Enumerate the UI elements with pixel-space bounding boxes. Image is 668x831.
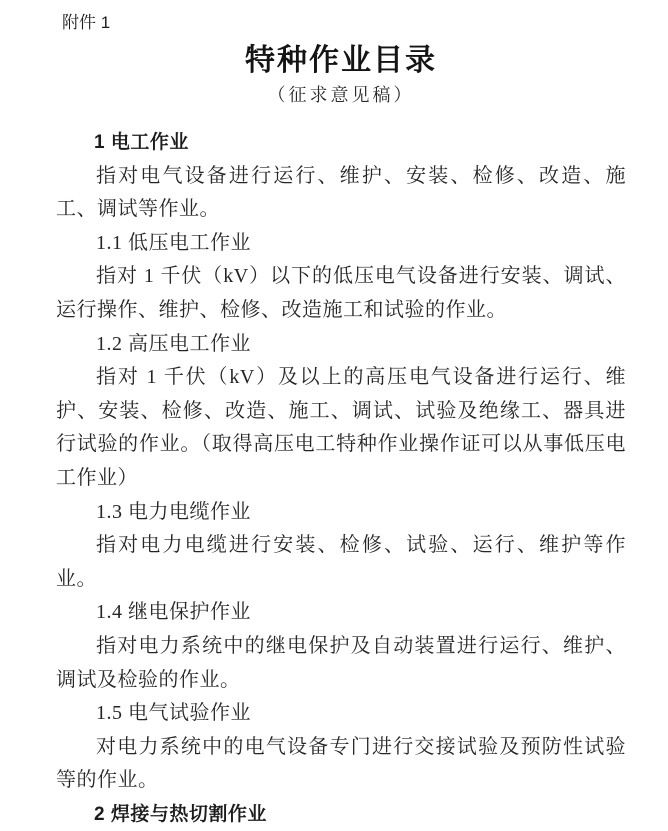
subsection-heading-power-cable: 1.3 电力电缆作业 xyxy=(96,500,251,523)
attachment-label: 附件 1 xyxy=(62,13,111,32)
section-heading-welding-hot-cutting: 2 焊接与热切割作业 xyxy=(94,803,267,825)
subsection-heading-low-voltage: 1.1 低压电工作业 xyxy=(96,231,251,254)
paragraph-relay-protection-description: 指对电力系统中的继电保护及自动装置进行运行、维护、调试及检验的作业。 xyxy=(56,634,626,691)
section-heading-electrical-work: 1 电工作业 xyxy=(94,132,189,153)
paragraph-low-voltage-description: 指对 1 千伏（kV）以下的低压电气设备进行安装、调试、运行操作、维护、检修、改造施工和试验的作业。 xyxy=(56,265,626,321)
subsection-heading-relay-protection: 1.4 继电保护作业 xyxy=(96,601,251,624)
paragraph-electrical-test-description: 对电力系统中的电气设备专门进行交接试验及预防性试验等的作业。 xyxy=(56,735,626,792)
paragraph-power-cable-description: 指对电力电缆进行安装、检修、试验、运行、维护等作业。 xyxy=(56,534,626,590)
document-subtitle: （征求意见稿） xyxy=(267,85,415,105)
paragraph-high-voltage-description: 指对 1 千伏（kV）及以上的高压电气设备进行运行、维护、安装、检修、改造、施工、调试、试验及绝缘工、器具进行试验的作业。（取得高压电工特种作业操作证可以从事低压电工作业） xyxy=(56,366,626,489)
subsection-heading-high-voltage: 1.2 高压电工作业 xyxy=(96,332,251,355)
subsection-heading-electrical-test: 1.5 电气试验作业 xyxy=(96,702,251,725)
document-title: 特种作业目录 xyxy=(245,44,437,77)
paragraph-electrical-work-description: 指对电气设备进行运行、维护、安装、检修、改造、施工、调试等作业。 xyxy=(56,164,626,221)
document-body xyxy=(56,126,626,831)
